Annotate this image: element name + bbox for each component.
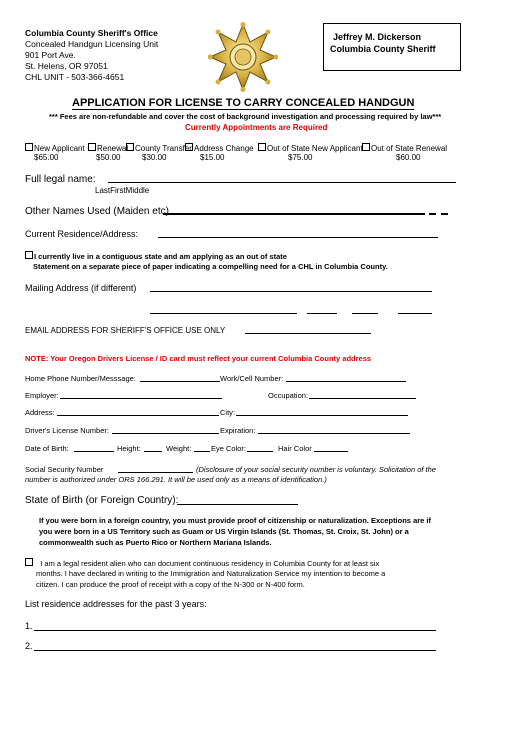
office-phone: CHL UNIT - 503-366-4651 bbox=[25, 72, 125, 82]
employer-field[interactable] bbox=[60, 390, 222, 399]
mailing-zip-field[interactable] bbox=[352, 307, 378, 314]
foreign-born-note-1: If you were born in a foreign country, you must provide proof of citizenship or naturalization. Exceptions are if bbox=[39, 516, 431, 525]
legal-alien-checkbox[interactable]: I am a legal resident alien who can document continuous residency in Columbia County for at least six bbox=[25, 558, 379, 568]
sheriff-title: Columbia County Sheriff bbox=[330, 44, 436, 54]
office-unit: Concealed Handgun Licensing Unit bbox=[25, 39, 159, 49]
other-names-label: Other Names Used (Maiden etc) bbox=[25, 206, 169, 217]
checkbox-icon[interactable] bbox=[88, 143, 96, 151]
home-phone-label: Home Phone Number/Messsage: bbox=[25, 374, 136, 383]
occupation-label: Occupation: bbox=[268, 391, 309, 400]
residence-2-field[interactable] bbox=[34, 640, 436, 651]
residences-label: List residence addresses for the past 3 years: bbox=[25, 599, 207, 609]
fee-new: $65.00 bbox=[34, 153, 59, 162]
dob-field[interactable] bbox=[74, 443, 114, 452]
ssn-note-1: (Disclosure of your social security number is voluntary. Solicitation of the bbox=[196, 465, 436, 474]
fee-transfer: $30.00 bbox=[142, 153, 167, 162]
ssn-label: Social Security Number bbox=[25, 465, 104, 474]
mailing-address-field[interactable] bbox=[150, 282, 432, 292]
eye-color-label: Eye Color: bbox=[211, 444, 247, 453]
drivers-license-label: Driver's License Number: bbox=[25, 426, 109, 435]
checkbox-icon[interactable] bbox=[126, 143, 134, 151]
other-names-field[interactable] bbox=[163, 206, 425, 215]
fee-oos-renewal: $60.00 bbox=[396, 153, 421, 162]
current-residence-field[interactable] bbox=[158, 228, 438, 238]
residence-1-field[interactable] bbox=[34, 620, 436, 631]
height-field[interactable] bbox=[144, 443, 162, 452]
home-phone-field[interactable] bbox=[140, 373, 220, 382]
fee-renewal: $50.00 bbox=[96, 153, 121, 162]
full-legal-name-field[interactable] bbox=[108, 172, 456, 183]
foreign-born-note-2: you were born in a US Territory such as Guam or US Virgin Islands (St. Thomas, St. Croix, St. John) or a bbox=[39, 527, 409, 536]
drivers-license-field[interactable] bbox=[112, 425, 219, 434]
applicant-type-new[interactable]: New Applicant bbox=[25, 143, 85, 153]
oregon-id-note: NOTE: Your Oregon Drivers License / ID card must reflect your current Columbia County address bbox=[25, 354, 372, 363]
city-label: City: bbox=[220, 408, 235, 417]
mailing-city-field[interactable] bbox=[150, 307, 297, 314]
office-street: 901 Port Ave. bbox=[25, 50, 76, 60]
mailing-address-label: Mailing Address (if different) bbox=[25, 283, 137, 293]
work-cell-label: Work/Cell Number: bbox=[220, 374, 284, 383]
applicant-type-oos-new[interactable]: Out of State New Applicant bbox=[258, 143, 363, 153]
weight-label: Weight: bbox=[166, 444, 192, 453]
out-of-state-checkbox[interactable]: I currently live in a contiguous state and am applying as an out of state bbox=[25, 251, 287, 261]
residence-2-label: 2. bbox=[25, 641, 33, 651]
sheriff-box bbox=[323, 23, 461, 71]
ssn-note-2: number is authorized under ORS 166.291. It will be used only as a means of identification.) bbox=[25, 475, 327, 484]
other-names-field-end bbox=[429, 206, 436, 215]
full-legal-name-label: Full legal name: bbox=[25, 174, 96, 185]
other-names-field-end2 bbox=[441, 206, 448, 215]
employer-address-label: Address: bbox=[25, 408, 55, 417]
hair-color-field[interactable] bbox=[314, 443, 348, 452]
legal-alien-line-3: citizen. I can produce the proof of receipt with a copy of the N-300 or N-400 form. bbox=[36, 580, 305, 589]
email-field[interactable] bbox=[245, 324, 371, 334]
fees-note: *** Fees are non-refundable and cover the cost of background investigation and processing required by law*** bbox=[49, 112, 442, 121]
office-city: St. Helens, OR 97051 bbox=[25, 61, 108, 71]
checkbox-icon[interactable] bbox=[185, 143, 193, 151]
mailing-zip-ext-field[interactable] bbox=[398, 307, 432, 314]
legal-alien-line-2: months. I have declared in writing to the Immigration and Naturalization Service my intention to become a bbox=[36, 569, 386, 578]
expiration-label: Expiration: bbox=[220, 426, 256, 435]
weight-field[interactable] bbox=[194, 443, 210, 452]
employer-label: Employer: bbox=[25, 391, 59, 400]
mailing-state-field[interactable] bbox=[307, 307, 337, 314]
checkbox-icon[interactable] bbox=[25, 251, 33, 259]
foreign-born-note-3: commonwealth such as Puerto Rico or Northern Mariana Islands. bbox=[39, 538, 272, 547]
state-of-birth-field[interactable] bbox=[177, 494, 298, 505]
applicant-type-renewal[interactable]: Renewal bbox=[88, 143, 128, 153]
checkbox-icon[interactable] bbox=[258, 143, 266, 151]
applicant-type-oos-renewal[interactable]: Out of State Renewal bbox=[362, 143, 447, 153]
sheriff-star-badge-icon bbox=[208, 22, 278, 92]
checkbox-icon[interactable] bbox=[362, 143, 370, 151]
state-of-birth-label: State of Birth (or Foreign Country): bbox=[25, 495, 179, 506]
appointments-note: Currently Appointments are Required bbox=[185, 123, 328, 132]
applicant-type-transfer[interactable]: County Transfer bbox=[126, 143, 192, 153]
occupation-field[interactable] bbox=[309, 390, 416, 399]
hair-color-label: Hair Color bbox=[278, 444, 312, 453]
page-title: APPLICATION FOR LICENSE TO CARRY CONCEALED HANDGUN bbox=[72, 97, 415, 109]
current-residence-label: Current Residence/Address: bbox=[25, 229, 139, 239]
fee-address-change: $15.00 bbox=[200, 153, 225, 162]
work-cell-field[interactable] bbox=[286, 373, 406, 382]
checkbox-icon[interactable] bbox=[25, 143, 33, 151]
ssn-field[interactable] bbox=[118, 464, 193, 473]
expiration-field[interactable] bbox=[258, 425, 410, 434]
height-label: Height: bbox=[117, 444, 141, 453]
residence-1-label: 1. bbox=[25, 621, 33, 631]
dob-label: Date of Birth: bbox=[25, 444, 69, 453]
applicant-type-address-change[interactable]: Address Change bbox=[185, 143, 254, 153]
eye-color-field[interactable] bbox=[247, 443, 273, 452]
out-of-state-statement: Statement on a separate piece of paper indicating a compelling need for a CHL in Columbia County. bbox=[33, 262, 388, 271]
name-parts-label: LastFirstMiddle bbox=[95, 186, 150, 195]
office-name: Columbia County Sheriff's Office bbox=[25, 28, 158, 38]
fee-oos-new: $75.00 bbox=[288, 153, 313, 162]
city-field[interactable] bbox=[236, 407, 408, 416]
email-label: EMAIL ADDRESS FOR SHERIFF'S OFFICE USE ONLY bbox=[25, 326, 226, 335]
employer-address-field[interactable] bbox=[57, 407, 219, 416]
checkbox-icon[interactable] bbox=[25, 558, 33, 566]
sheriff-name: Jeffrey M. Dickerson bbox=[333, 32, 422, 42]
